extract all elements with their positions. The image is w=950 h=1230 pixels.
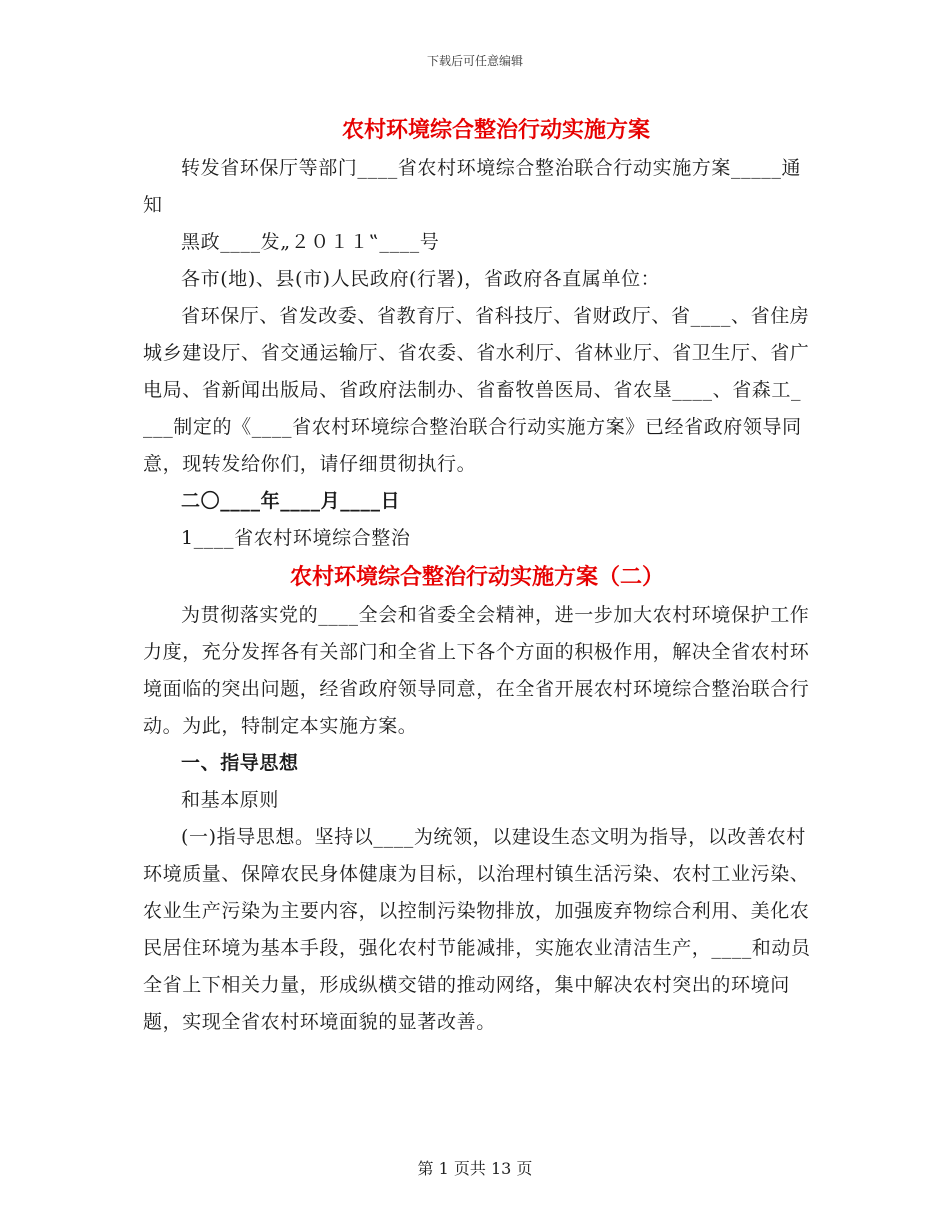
heading-guiding-ideology: 一、指导思想: [181, 752, 299, 774]
paragraph-guiding-ideology: (一)指导思想。坚持以____为统领，以建设生态文明为指导，以改善农村环境质量、保障农民身体健康为目标，以治理村镇生活污染、农村工业污染、农业生产污染为主要内容，以控制污染物排放，加强废弃物综合利用、美化农民居住环境为基本手段，强化农村节能减排，实施农业清洁生产，____和动员全省上下相关力量，形成纵横交错的推动网络，集中解决农村突出的环境问题，实现全省农村环境面貌的显著改善。: [143, 826, 811, 1033]
paragraph-doc-number: 黑政____发„２０１１‟____号: [181, 231, 440, 253]
paragraph-basic-principles: 和基本原则: [181, 789, 280, 811]
section-title: 农村环境综合整治行动实施方案（二）: [289, 564, 664, 590]
page-header: 下载后可任意编辑: [426, 54, 523, 68]
page-footer: 第 1 页共 13 页: [417, 1159, 533, 1178]
paragraph-attachment: 1____省农村环境综合整治: [181, 527, 411, 549]
paragraph-addressee: 各市(地)、县(市)人民政府(行署)，省政府各直属单位：: [181, 268, 661, 290]
paragraph-notice-title: 转发省环保厅等部门____省农村环境综合整治联合行动实施方案_____通知: [143, 157, 802, 216]
document-body: [143, 110, 811, 1041]
paragraph-departments: 省环保厅、省发改委、省教育厅、省科技厅、省财政厅、省____、省住房城乡建设厅、省交通运输厅、省农委、省水利厅、省林业厅、省卫生厅、省广电局、省新闻出版局、省政府法制办、省畜牧兽医局、省农垦____、省森工____制定的《____省农村环境综合整治联合行动实施方案》已经省政府领导同意，现转发给你们，请仔细贯彻执行。: [143, 305, 810, 475]
paragraph-date: 二〇____年____月____日: [181, 490, 401, 512]
document-title: 农村环境综合整治行动实施方案: [341, 117, 650, 143]
paragraph-intro: 为贯彻落实党的____全会和省委全会精神，进一步加大农村环境保护工作力度，充分发挥各有关部门和全省上下各个方面的积极作用，解决全省农村环境面临的突出问题，经省政府领导同意，在全省开展农村环境综合整治联合行动。为此，特制定本实施方案。: [143, 604, 810, 737]
